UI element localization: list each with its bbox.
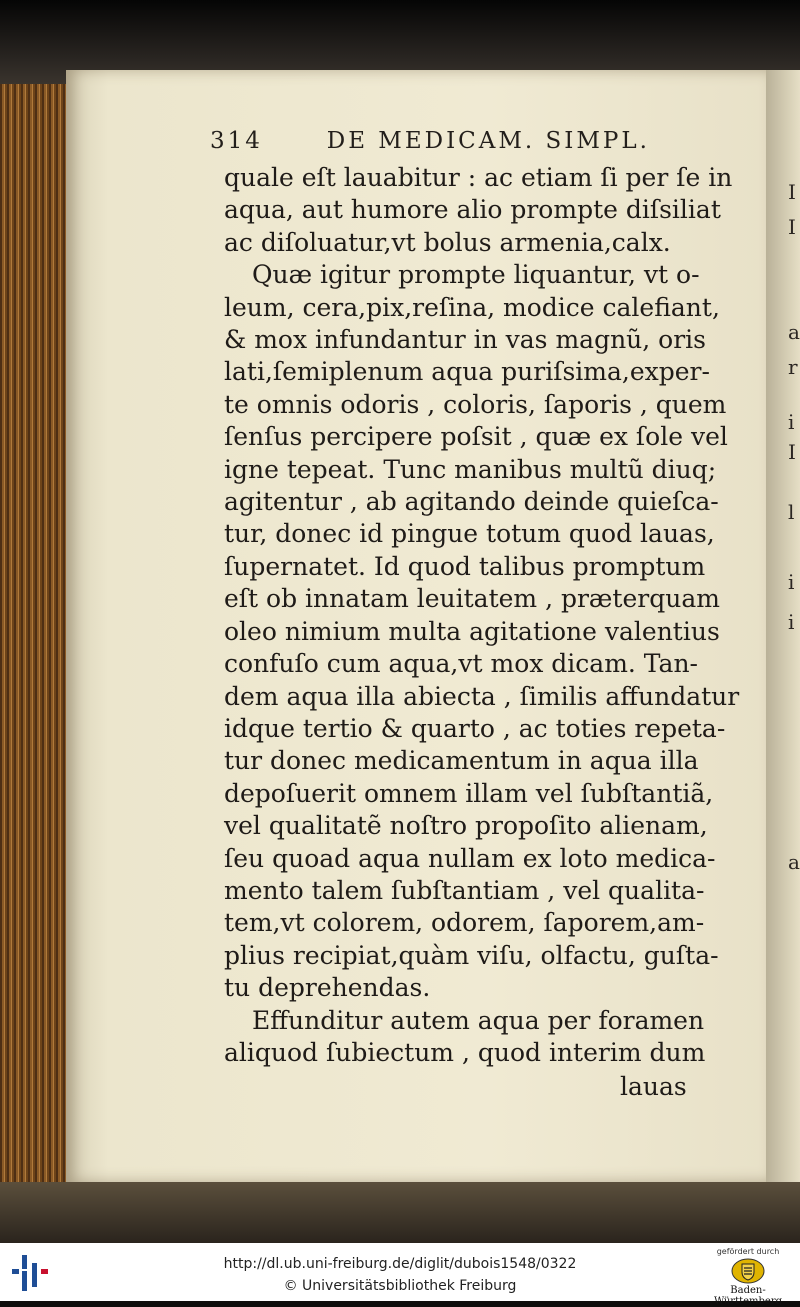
text-line: aqua, aut humore alio prompte diſsiliat — [224, 195, 721, 225]
text-line: ac diſoluatur,vt bolus armenia,calx. — [224, 227, 671, 257]
text-line: eſt ob innatam leuitatem , præterquam — [224, 584, 720, 614]
text-line: leum, cera,pix,reſina, modice calefiant, — [224, 292, 720, 322]
facing-page-fragment: i — [788, 570, 795, 594]
viewer-footer — [0, 1243, 800, 1307]
facing-page-fragment: a — [788, 320, 800, 344]
text-line: confuſo cum aqua,vt mox dicam. Tan- — [224, 649, 698, 679]
catchword: lauas — [620, 1072, 687, 1101]
text-line: quale eſt lauabitur : ac etiam ſi per ſe in — [224, 163, 733, 192]
text-line: ſeu quoad aqua nullam ex loto medica- — [224, 843, 716, 873]
sponsor-caption: gefördert durch — [716, 1247, 780, 1256]
facing-page-fragment: I — [788, 215, 796, 239]
text-line: dem aqua illa abiecta , ſimilis affundatur — [224, 681, 740, 711]
text-line: lati,ſemiplenum aqua puriſsima,exper- — [224, 357, 710, 387]
facing-page-fragment: l — [788, 500, 795, 524]
text-line: plius recipiat,quàm viſu, olfactu, guſta- — [224, 940, 719, 970]
text-line: vel qualitatẽ noſtro propoſito alienam, — [224, 811, 708, 841]
facing-page-fragment: i — [788, 410, 795, 434]
state-crest-icon — [731, 1258, 765, 1284]
text-line: te omnis odoris , coloris, ſaporis , quem — [224, 389, 727, 419]
book-bottom-edge — [0, 1182, 800, 1243]
sponsor-block[interactable] — [702, 1247, 794, 1307]
text-line: oleo nimium multa agitatione valentius — [224, 616, 720, 646]
text-line: idque tertio & quarto , ac toties repeta- — [224, 713, 726, 743]
text-line: Effunditur autem aqua per foramen — [252, 1005, 705, 1035]
text-line: mento talem ſubſtantiam , vel qualita- — [224, 875, 705, 905]
sponsor-name: Baden-Württemberg — [713, 1285, 783, 1307]
running-head — [210, 128, 650, 154]
page-edges — [0, 84, 72, 1184]
facing-page-fragment: a — [788, 850, 800, 874]
text-line: & mox infundantur in vas magnũ, oris — [224, 325, 706, 355]
text-line: tur donec medicamentum in aqua illa — [224, 746, 699, 776]
running-title: DE MEDICAM. SIMPL. — [326, 128, 650, 154]
text-line: igne tepeat. Tunc manibus multũ diuq; — [224, 454, 717, 484]
copyright-notice: © Universitätsbibliothek Freiburg — [283, 1278, 517, 1294]
permalink-url[interactable]: http://dl.ub.uni-freiburg.de/diglit/dubois1548/0322 — [223, 1256, 577, 1272]
body-text — [224, 162, 740, 1069]
facing-page-fragment: i — [788, 610, 795, 634]
text-line: depoſuerit omnem illam vel ſubſtantiã, — [224, 778, 714, 808]
text-line: tem,vt colorem, odorem, ſaporem,am- — [224, 908, 705, 938]
text-line: ſenſus percipere poſsit , quæ ex ſole vel — [224, 422, 728, 452]
text-line: agitentur , ab agitando deinde quieſca- — [224, 487, 719, 517]
facing-page-fragment: I — [788, 180, 796, 204]
facing-page-fragment: I — [788, 440, 796, 464]
facing-page-edge — [766, 70, 800, 1182]
text-line: tu deprehendas. — [224, 973, 431, 1003]
text-line: Quæ igitur prompte liquantur, vt o- — [252, 260, 700, 290]
text-line: tur, donec id pingue totum quod lauas, — [224, 519, 715, 549]
facing-page-fragment: r — [788, 355, 798, 379]
text-line: ſupernatet. Id quod talibus promptum — [224, 551, 706, 581]
page-number: 314 — [210, 128, 263, 154]
text-line: aliquod ſubiectum , quod interim dum — [224, 1037, 706, 1067]
